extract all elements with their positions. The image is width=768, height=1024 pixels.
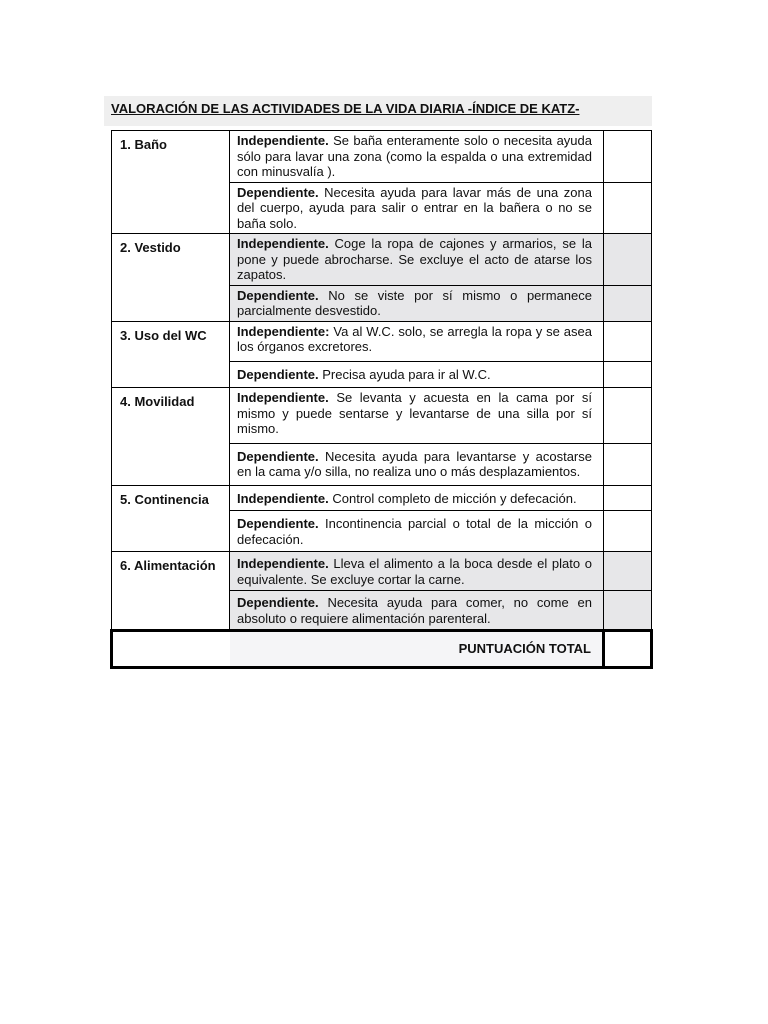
table-row (112, 552, 652, 591)
criteria-label: Dependiente. (237, 366, 319, 382)
criteria-label: Dependiente. (237, 287, 319, 303)
criteria-cell (230, 552, 604, 591)
criteria-text: Necesita ayuda para comer, no come en absoluto o requiere alimentación parenteral. (237, 595, 592, 626)
criteria-label: Dependiente. (237, 184, 319, 200)
total-blank-cell (112, 631, 230, 668)
criteria-cell (230, 285, 604, 321)
score-cell[interactable] (604, 388, 652, 444)
criteria-cell (230, 388, 604, 444)
criteria-label: Independiente. (237, 556, 329, 571)
table-row (112, 388, 652, 444)
table-row (112, 485, 652, 511)
criteria-cell (230, 361, 604, 388)
score-cell[interactable] (604, 591, 652, 631)
category-cell: 2. Vestido (112, 234, 230, 322)
score-cell[interactable] (604, 485, 652, 511)
score-cell[interactable] (604, 552, 652, 591)
total-row (112, 631, 652, 668)
criteria-label: Independiente. (237, 490, 329, 506)
score-cell[interactable] (604, 182, 652, 234)
criteria-text: Necesita ayuda para lavar más de una zona del cuerpo, ayuda para salir o entrar en la bañera o no se baña solo. (237, 184, 592, 231)
table-row (112, 321, 652, 361)
criteria-cell (230, 443, 604, 485)
criteria-text: Coge la ropa de cajones y armarios, se la pone y puede abrocharse. Se excluye el acto de atarse los zapatos. (237, 236, 592, 282)
criteria-cell (230, 321, 604, 361)
score-cell[interactable] (604, 234, 652, 286)
criteria-text: Va al W.C. solo, se arregla la ropa y se asea los órganos excretores. (237, 323, 592, 354)
page-title: VALORACIÓN DE LAS ACTIVIDADES DE LA VIDA DIARIA -ÍNDICE DE KATZ- (111, 101, 580, 116)
criteria-cell (230, 591, 604, 631)
criteria-text: Precisa ayuda para ir al W.C. (322, 366, 491, 382)
table-row (112, 131, 652, 183)
score-cell[interactable] (604, 361, 652, 388)
criteria-label: Dependiente. (237, 516, 319, 531)
katz-table (110, 130, 653, 669)
score-cell[interactable] (604, 511, 652, 552)
score-cell[interactable] (604, 321, 652, 361)
total-label: PUNTUACIÓN TOTAL (230, 631, 604, 668)
criteria-cell (230, 485, 604, 511)
category-cell: 1. Baño (112, 131, 230, 234)
criteria-label: Independiente. (237, 236, 329, 251)
score-cell[interactable] (604, 131, 652, 183)
criteria-cell (230, 131, 604, 183)
criteria-label: Dependiente. (237, 595, 319, 610)
score-cell[interactable] (604, 443, 652, 485)
criteria-label: Independiente: (237, 323, 330, 339)
criteria-label: Independiente. (237, 133, 329, 148)
criteria-text: Incontinencia parcial o total de la micción o defecación. (237, 516, 592, 547)
criteria-text: Lleva el alimento a la boca desde el plato o equivalente. Se excluye cortar la carne. (237, 556, 592, 587)
criteria-cell (230, 182, 604, 234)
table-row (112, 234, 652, 286)
score-cell[interactable] (604, 285, 652, 321)
criteria-text: Se levanta y acuesta en la cama por sí mismo y puede sentarse y levantarse de una silla por sí mismo. (237, 390, 592, 436)
total-score-cell[interactable] (604, 631, 652, 668)
criteria-cell (230, 511, 604, 552)
criteria-text: Se baña enteramente solo o necesita ayuda sólo para lavar una zona (como la espalda o una extremidad con minusvalía ). (237, 133, 592, 179)
category-cell: 5. Continencia (112, 485, 230, 552)
category-cell: 6. Alimentación (112, 552, 230, 631)
criteria-text: Control completo de micción y defecación. (332, 490, 577, 506)
criteria-cell (230, 234, 604, 286)
category-cell: 3. Uso del WC (112, 321, 230, 388)
criteria-text: Necesita ayuda para levantarse y acostarse en la cama y/o silla, no realiza uno o más desplazamientos. (237, 448, 592, 479)
criteria-label: Dependiente. (237, 448, 319, 464)
criteria-text: No se viste por sí mismo o permanece parcialmente desvestido. (237, 287, 592, 318)
criteria-label: Independiente. (237, 390, 329, 405)
category-cell: 4. Movilidad (112, 388, 230, 486)
